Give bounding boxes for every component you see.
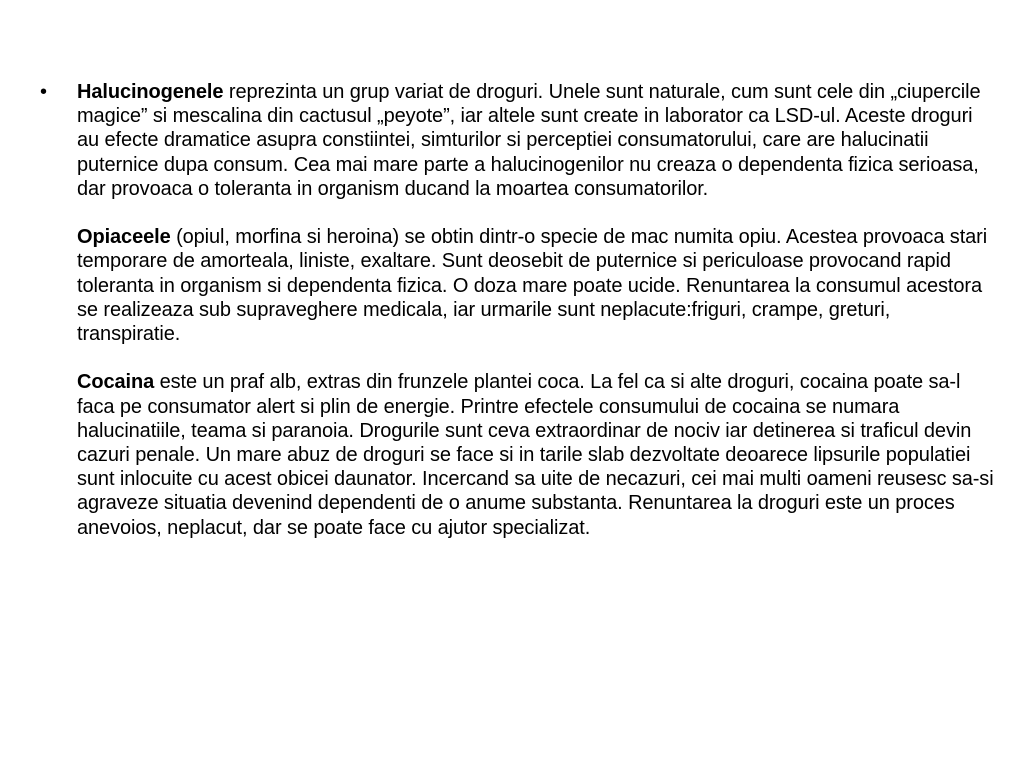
term-halucinogenele: Halucinogenele [77,81,224,103]
term-cocaina: Cocaina [77,371,155,394]
term-opiaceele: Opiaceele [77,226,171,249]
bullet-text-body [77,80,997,540]
paragraph-text-opiaceele: (opiul, morfina si heroina) se obtin dintr-o specie de mac numita opiu. Acestea provoaca stari temporare de amorteala, liniste, exaltare. Sunt deosebit de puternice si periculoase provocand rapid toleranta in organism si dependenta fizica. O doza mare poate ucide. Renuntarea la consumul acestora se realizeaza sub supraveghere medicala, iar urmarile sunt neplacute:friguri, crampe, greturi, transpiratie. [77,226,988,346]
paragraph-text-cocaina: este un praf alb, extras din frunzele plantei coca. La fel ca si alte droguri, cocaina poate sa-l faca pe consumator alert si plin de energie. Printre efectele consumului de cocaina se numara halucinatiile, teama si paranoia. Drogurile sunt ceva extraordinar de nociv iar detinerea si traficul devin cazuri penale. Un mare abuz de droguri se face si in tarile slab dezvoltate deoarece lipsurile populatiei sunt inlocuite cu acest obicei daunator. Incercand sa uite de necazuri, cei mai multi oameni reusesc sa-si agraveze situatia devenind dependenti de o anume substanta. Renuntarea la droguri este un proces anevoios, neplacut, dar se poate face cu ajutor specializat. [77,371,994,539]
paragraph-cocaina [77,370,997,539]
paragraph-text-halucinogenele: reprezinta un grup variat de droguri. Unele sunt naturale, cum sunt cele din „ciupercile magice” si mescalina din cactusul „peyote”, iar altele sunt create in laborator ca LSD-ul. Aceste droguri au efecte dramatice asupra constiintei, simturilor si perceptiei consumatorului, care are halucinatii puternice dupa consum. Cea mai mare parte a halucinogenilor nu creaza o dependenta fizica serioasa, dar provoaca o toleranta in organism ducand la moartea consumatorilor. [77,81,981,200]
paragraph-opiaceele [77,225,997,346]
paragraph-halucinogenele [77,80,997,201]
bullet-icon: • [40,81,48,103]
